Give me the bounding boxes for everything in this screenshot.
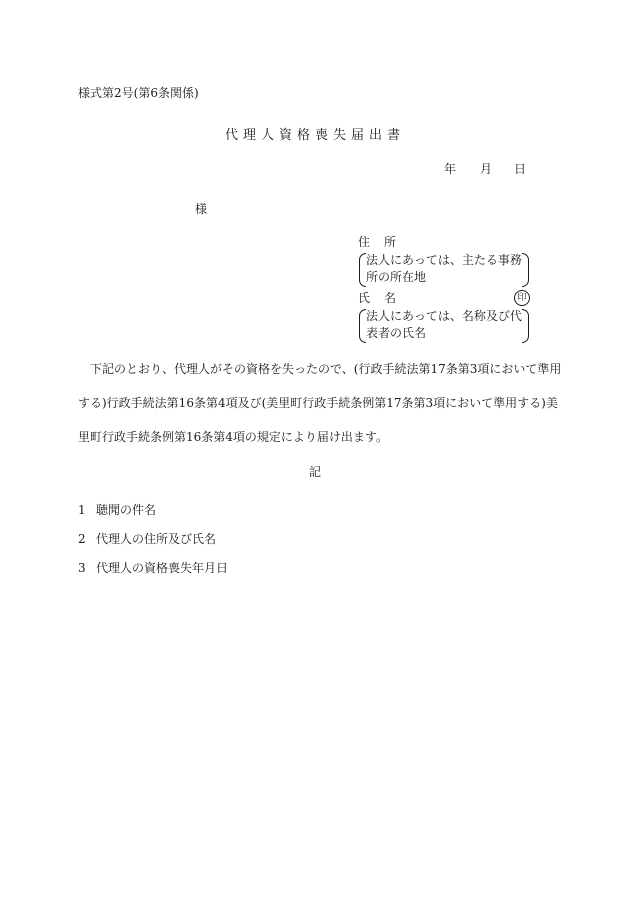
body-line-1-text: 下記のとおり、代理人がその資格を失ったので、(行政手続法第17条第3項において準用: [90, 362, 562, 376]
body-line-3: 里町行政手続条例第16条第4項の規定により届け出ます。: [78, 430, 388, 444]
addressee-suffix: 様: [195, 202, 208, 216]
date-year-label: 年: [444, 162, 457, 176]
document-title: 代理人資格喪失届出書: [224, 128, 405, 143]
item-text: 聴聞の件名: [96, 503, 157, 517]
body-line-1: [78, 352, 562, 386]
name-note-line-2: 表者の氏名: [366, 326, 427, 340]
ki-heading: 記: [308, 465, 321, 479]
list-item: [78, 531, 228, 560]
date-day-label: 日: [514, 162, 527, 176]
name-note-line-1: 法人にあっては、名称及び代: [366, 309, 522, 323]
address-label: [358, 232, 530, 252]
body-paragraph: [78, 352, 562, 454]
right-paren-bracket: [522, 309, 529, 343]
item-number: 1: [78, 503, 86, 517]
item-number: 3: [78, 561, 86, 575]
name-label-char-1: 氏: [358, 291, 371, 305]
seal-icon: 印: [514, 290, 530, 306]
address-note-line-1: 法人にあっては、主たる事務: [366, 253, 522, 267]
address-note: [358, 252, 530, 288]
left-paren-bracket: [359, 253, 366, 287]
right-paren-bracket: [522, 253, 529, 287]
body-line-2: する)行政手続法第16条第4項及び(美里町行政手続条例第17条第3項において準用する)美: [78, 396, 558, 410]
item-text: 代理人の資格喪失年月日: [96, 561, 229, 575]
address-label-char-1: 住: [358, 235, 371, 249]
address-label-char-2: 所: [384, 235, 397, 249]
item-list: [78, 502, 228, 589]
list-item: [78, 502, 228, 531]
left-paren-bracket: [359, 309, 366, 343]
address-note-line-2: 所の所在地: [366, 270, 427, 284]
name-note: [358, 308, 530, 344]
sender-block: [358, 232, 530, 344]
name-label: [358, 288, 530, 308]
date-month-label: 月: [480, 162, 493, 176]
list-item: [78, 560, 228, 589]
item-text: 代理人の住所及び氏名: [96, 532, 217, 546]
form-number: 様式第2号(第6条関係): [78, 86, 199, 100]
item-number: 2: [78, 532, 86, 546]
name-label-char-2: 名: [384, 291, 397, 305]
